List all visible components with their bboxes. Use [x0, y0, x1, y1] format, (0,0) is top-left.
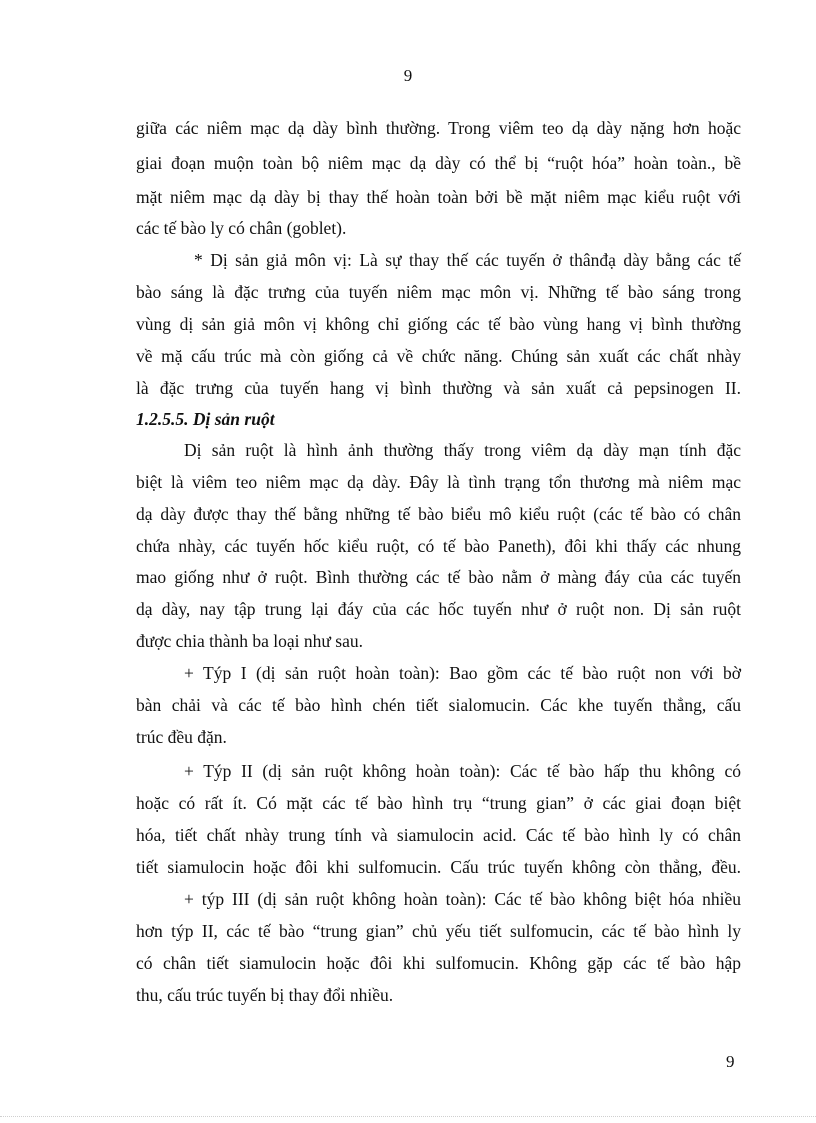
- text-line: + Týp I (dị sản ruột hoàn toàn): Bao gồm các tế bào ruột non với bờ: [184, 663, 741, 683]
- text-line: hơn týp II, các tế bào “trung gian” chủ yếu tiết sulfomucin, các tế bào hình ly: [136, 921, 741, 941]
- text-line: giữa các niêm mạc dạ dày bình thường. Trong viêm teo dạ dày nặng hơn hoặc: [136, 118, 741, 138]
- text-line: chứa nhày, các tuyến hốc kiểu ruột, có tế bào Paneth), đôi khi thấy các nhung: [136, 536, 741, 556]
- bottom-divider: [0, 1116, 816, 1118]
- text-line: tiết siamulocin hoặc đôi khi sulfomucin. Cấu trúc tuyến không còn thẳng, đều.: [136, 857, 741, 877]
- text-line: + týp III (dị sản ruột không hoàn toàn): Các tế bào không biệt hóa nhiều: [184, 889, 741, 909]
- text-line: bào sáng là đặc trưng của tuyến niêm mạc môn vị. Những tế bào sáng trong: [136, 282, 741, 302]
- footer-page-number: 9: [726, 1052, 735, 1071]
- text-line: Dị sản ruột là hình ảnh thường thấy trong viêm dạ dày mạn tính đặc: [184, 440, 741, 460]
- text-line: hoặc có rất ít. Có mặt các tế bào hình trụ “trung gian” ở các giai đoạn biệt: [136, 793, 741, 813]
- text-line: thu, cấu trúc tuyến bị thay đổi nhiều.: [136, 985, 394, 1005]
- text-line: các tế bào ly có chân (goblet).: [136, 218, 347, 238]
- text-line: giai đoạn muộn toàn bộ niêm mạc dạ dày có thể bị “ruột hóa” hoàn toàn., bề: [136, 153, 741, 173]
- text-line: là đặc trưng của tuyến hang vị bình thường và sản xuất cả pepsinogen II.: [136, 378, 741, 398]
- text-line: + Týp II (dị sản ruột không hoàn toàn): Các tế bào hấp thu không có: [184, 761, 741, 781]
- text-line: biệt là viêm teo niêm mạc dạ dày. Đây là tình trạng tổn thương mà niêm mạc: [136, 472, 741, 492]
- text-line: vùng dị sản giả môn vị không chỉ giống các tế bào vùng hang vị bình thường: [136, 314, 741, 334]
- text-line: mặt niêm mạc dạ dày bị thay thế hoàn toàn bởi bề mặt niêm mạc kiểu ruột với: [136, 187, 741, 207]
- text-line: mao giống như ở ruột. Bình thường các tế bào nằm ở màng đáy của các tuyến: [136, 567, 741, 587]
- text-line: được chia thành ba loại như sau.: [136, 631, 363, 651]
- section-heading: 1.2.5.5. Dị sản ruột: [136, 409, 275, 429]
- text-line: dạ dày, nay tập trung lại đáy của các hốc tuyến như ở ruột non. Dị sản ruột: [136, 599, 741, 619]
- text-line: trúc đều đặn.: [136, 727, 227, 747]
- text-line: về mặ cấu trúc mà còn giống cả về chức năng. Chúng sản xuất các chất nhày: [136, 346, 741, 366]
- text-line: * Dị sản giả môn vị: Là sự thay thế các tuyến ở thânđạ dày bằng các tế: [194, 250, 741, 270]
- text-line: có chân tiết siamulocin hoặc đôi khi sulfomucin. Không gặp các tế bào hập: [136, 953, 741, 973]
- text-line: dạ dày được thay thế bằng những tế bào biểu mô kiểu ruột (các tế bào có chân: [136, 504, 741, 524]
- text-line: hóa, tiết chất nhày trung tính và siamulocin acid. Các tế bào hình ly có chân: [136, 825, 741, 845]
- header-page-number: 9: [403, 66, 413, 85]
- text-line: bàn chải và các tế bào hình chén tiết sialomucin. Các khe tuyến thẳng, cấu: [136, 695, 741, 715]
